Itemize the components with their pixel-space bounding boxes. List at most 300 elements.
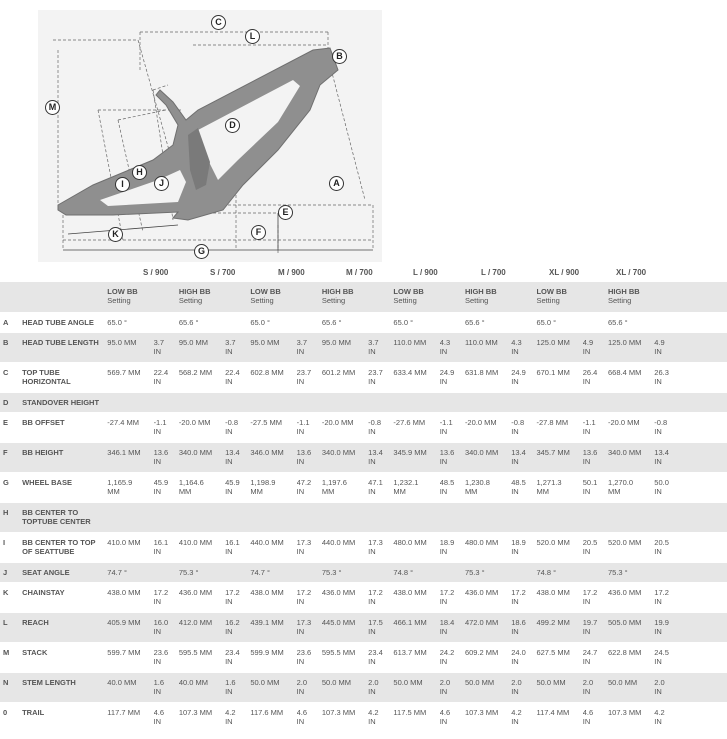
- value-mm: [250, 533, 296, 563]
- value-in: [511, 443, 536, 473]
- cell-text: 568.2 MM: [178, 368, 213, 377]
- cell-text: IN: [225, 597, 233, 606]
- value-mm: [393, 613, 439, 643]
- cell-text: 22.4: [153, 368, 169, 377]
- row-name: [22, 673, 107, 703]
- cell-text: 18.4: [439, 618, 455, 627]
- cell-text: IN: [368, 457, 376, 466]
- cell-text: 24.7: [582, 648, 598, 657]
- value-mm: [179, 443, 225, 473]
- value-mm: [250, 443, 296, 473]
- cell-text: 613.7 MM: [393, 648, 427, 657]
- cell-text: 346.1 MM: [107, 448, 141, 457]
- row-letter: C: [0, 363, 22, 393]
- cell-text: 50.0 MM: [393, 678, 423, 687]
- value-in: [225, 443, 250, 473]
- value-mm: [179, 313, 225, 333]
- spacer: [680, 363, 727, 393]
- cell-text: 95.0 MM: [107, 338, 137, 347]
- cell-text: 18.9: [511, 538, 526, 547]
- cell-text: 16.1: [225, 538, 240, 547]
- spacer: [680, 473, 727, 503]
- cell-text: 74.7 °: [107, 568, 127, 577]
- cell-text: 18.6: [511, 618, 526, 627]
- cell-text: 40.0 MM: [178, 678, 208, 687]
- size-header: S / 900: [143, 268, 169, 277]
- value-mm: [107, 443, 153, 473]
- cell-text: IN: [582, 457, 591, 466]
- size-header: M / 700: [346, 268, 373, 277]
- cell-text: IN: [511, 717, 519, 726]
- cell-text: IN: [511, 597, 519, 606]
- value-in: [583, 393, 608, 413]
- cell-text: 13.4: [511, 448, 526, 457]
- cell-text: 23.7: [296, 368, 312, 377]
- cell-text: MM: [107, 487, 120, 496]
- value-mm: [107, 703, 153, 733]
- value-mm: [322, 363, 368, 393]
- cell-text: 440.0 MM: [321, 538, 356, 547]
- cell-text: IN: [654, 597, 662, 606]
- value-mm: [250, 313, 296, 333]
- value-in: [440, 583, 465, 613]
- cell-text: IN: [511, 627, 519, 636]
- bike-geometry-diagram: [38, 10, 382, 262]
- value-mm: [608, 503, 654, 533]
- cell-text: IN: [153, 427, 162, 436]
- row-name: [22, 583, 107, 613]
- diagram-label-c: C: [211, 15, 226, 30]
- row-name: [22, 443, 107, 473]
- value-in: [654, 393, 679, 413]
- cell-text: IN: [225, 717, 233, 726]
- cell-text: 26.4: [582, 368, 598, 377]
- cell-text: 436.0 MM: [464, 588, 499, 597]
- cell-text: IN: [439, 457, 448, 466]
- table-row: [0, 363, 727, 393]
- value-mm: [179, 413, 225, 443]
- value-in: [297, 313, 322, 333]
- value-in: [368, 563, 393, 583]
- setting-label: [393, 282, 465, 313]
- cell-text: MM: [321, 487, 335, 496]
- cell-text: 439.1 MM: [250, 618, 284, 627]
- setting-bb: LOW BB: [393, 287, 424, 296]
- spacer: [680, 443, 727, 473]
- cell-text: STANDOVER HEIGHT: [22, 398, 100, 407]
- cell-text: 13.4: [225, 448, 240, 457]
- value-in: [154, 583, 179, 613]
- value-in: [368, 503, 393, 533]
- spacer: [680, 583, 727, 613]
- setting-label: [250, 282, 322, 313]
- value-in: [225, 583, 250, 613]
- cell-text: 569.7 MM: [107, 368, 141, 377]
- value-mm: [322, 443, 368, 473]
- value-mm: [536, 413, 582, 443]
- cell-text: IN: [439, 717, 448, 726]
- value-mm: [107, 643, 153, 673]
- value-mm: [250, 643, 296, 673]
- cell-text: IN: [153, 717, 162, 726]
- row-name: [22, 643, 107, 673]
- cell-text: BB HEIGHT: [22, 448, 64, 457]
- value-mm: [608, 333, 654, 363]
- value-mm: [608, 363, 654, 393]
- value-in: [440, 703, 465, 733]
- cell-text: IN: [582, 547, 591, 556]
- cell-text: 50.0 MM: [536, 678, 566, 687]
- value-mm: [536, 563, 582, 583]
- setting-word: Setting: [393, 296, 417, 305]
- cell-text: 1,198.9: [250, 478, 276, 487]
- cell-text: 65.0 °: [536, 318, 557, 327]
- value-mm: [107, 533, 153, 563]
- cell-text: IN: [511, 487, 519, 496]
- cell-text: 668.4 MM: [608, 368, 642, 377]
- value-in: [654, 563, 679, 583]
- value-in: [154, 443, 179, 473]
- cell-text: 107.3 MM: [608, 708, 642, 717]
- row-letter: M: [0, 643, 22, 673]
- row-name: [22, 613, 107, 643]
- cell-text: WHEEL BASE: [22, 478, 72, 487]
- value-mm: [107, 473, 153, 503]
- size-header: S / 700: [210, 268, 236, 277]
- value-in: [511, 413, 536, 443]
- value-mm: [536, 363, 582, 393]
- row-name: [22, 413, 107, 443]
- cell-text: IN: [582, 597, 591, 606]
- cell-text: 13.6: [439, 448, 455, 457]
- cell-text: 2.0: [582, 678, 594, 687]
- cell-text: IN: [153, 657, 162, 666]
- spacer: [680, 333, 727, 363]
- value-mm: [393, 583, 439, 613]
- setting-bb: HIGH BB: [321, 287, 354, 296]
- value-in: [225, 673, 250, 703]
- value-mm: [608, 703, 654, 733]
- spacer: [680, 282, 727, 313]
- cell-text: 631.8 MM: [464, 368, 499, 377]
- value-mm: [322, 613, 368, 643]
- value-mm: [536, 473, 582, 503]
- value-mm: [179, 393, 225, 413]
- cell-text: 17.3: [296, 538, 312, 547]
- cell-text: IN: [439, 657, 448, 666]
- setting-bb: LOW BB: [536, 287, 567, 296]
- cell-text: 2.0: [439, 678, 451, 687]
- cell-text: IN: [582, 377, 591, 386]
- cell-text: 117.6 MM: [250, 708, 284, 717]
- value-in: [511, 473, 536, 503]
- cell-text: 65.6 °: [321, 318, 342, 327]
- value-in: [154, 363, 179, 393]
- value-mm: [608, 473, 654, 503]
- cell-text: 412.0 MM: [178, 618, 213, 627]
- cell-text: 117.4 MM: [536, 708, 570, 717]
- value-in: [225, 503, 250, 533]
- value-mm: [179, 563, 225, 583]
- cell-text: IN: [654, 717, 662, 726]
- diagram-label-m: M: [45, 100, 60, 115]
- cell-text: IN: [225, 377, 233, 386]
- value-mm: [465, 503, 511, 533]
- value-in: [154, 673, 179, 703]
- value-mm: [107, 583, 153, 613]
- cell-text: IN: [153, 547, 162, 556]
- value-mm: [608, 613, 654, 643]
- value-mm: [179, 613, 225, 643]
- spacer: [680, 393, 727, 413]
- cell-text: 65.0 °: [107, 318, 127, 327]
- row-letter: G: [0, 473, 22, 503]
- cell-text: 17.2: [654, 588, 669, 597]
- cell-text: IN: [511, 427, 519, 436]
- cell-text: 17.3: [296, 618, 312, 627]
- value-mm: [322, 413, 368, 443]
- cell-text: -1.1: [296, 418, 310, 427]
- cell-text: -27.6 MM: [393, 418, 426, 427]
- cell-text: 3.7: [225, 338, 236, 347]
- cell-text: -20.0 MM: [608, 418, 640, 427]
- cell-text: 601.2 MM: [321, 368, 356, 377]
- cell-text: 17.2: [368, 588, 383, 597]
- value-in: [440, 643, 465, 673]
- cell-text: IN: [511, 347, 519, 356]
- value-in: [583, 313, 608, 333]
- spacer: [680, 563, 727, 583]
- row-letter: F: [0, 443, 22, 473]
- value-mm: [107, 313, 153, 333]
- row-letter: D: [0, 393, 22, 413]
- cell-text: 602.8 MM: [250, 368, 284, 377]
- value-mm: [536, 673, 582, 703]
- table-row: [0, 393, 727, 413]
- cell-text: 117.7 MM: [107, 708, 141, 717]
- cell-text: -27.5 MM: [250, 418, 283, 427]
- value-in: [511, 393, 536, 413]
- value-in: [225, 333, 250, 363]
- cell-text: 4.2: [225, 708, 236, 717]
- cell-text: IN: [439, 627, 448, 636]
- cell-text: 633.4 MM: [393, 368, 427, 377]
- cell-text: IN: [225, 687, 233, 696]
- cell-text: 13.6: [296, 448, 312, 457]
- cell-text: 20.5: [654, 538, 669, 547]
- cell-text: IN: [225, 487, 233, 496]
- value-in: [511, 313, 536, 333]
- cell-text: 4.3: [439, 338, 451, 347]
- cell-text: -0.8: [368, 418, 382, 427]
- cell-text: 345.7 MM: [536, 448, 570, 457]
- cell-text: IN: [225, 347, 233, 356]
- cell-text: 505.0 MM: [608, 618, 642, 627]
- cell-text: 3.7: [368, 338, 379, 347]
- diagram-label-e: E: [278, 205, 293, 220]
- cell-text: 125.0 MM: [536, 338, 570, 347]
- cell-text: IN: [654, 457, 662, 466]
- value-mm: [250, 503, 296, 533]
- value-in: [225, 643, 250, 673]
- cell-text: IN: [368, 427, 376, 436]
- cell-text: 670.1 MM: [536, 368, 570, 377]
- cell-text: -20.0 MM: [178, 418, 211, 427]
- value-mm: [608, 413, 654, 443]
- value-in: [511, 643, 536, 673]
- value-mm: [179, 643, 225, 673]
- cell-text: TRAIL: [22, 708, 45, 717]
- value-in: [297, 413, 322, 443]
- value-mm: [393, 643, 439, 673]
- cell-text: -27.8 MM: [536, 418, 569, 427]
- value-in: [511, 583, 536, 613]
- cell-text: IN: [439, 687, 448, 696]
- setting-word: Setting: [608, 296, 632, 305]
- cell-text: 24.9: [439, 368, 455, 377]
- value-mm: [465, 613, 511, 643]
- value-mm: [393, 673, 439, 703]
- cell-text: 95.0 MM: [178, 338, 208, 347]
- settings-row: [0, 282, 727, 313]
- cell-text: 340.0 MM: [464, 448, 499, 457]
- value-mm: [322, 503, 368, 533]
- value-mm: [250, 413, 296, 443]
- cell-text: 23.6: [296, 648, 312, 657]
- value-mm: [250, 673, 296, 703]
- cell-text: 107.3 MM: [321, 708, 356, 717]
- value-in: [583, 613, 608, 643]
- value-mm: [393, 363, 439, 393]
- cell-text: IN: [511, 657, 519, 666]
- cell-text: 17.2: [153, 588, 169, 597]
- cell-text: 50.0 MM: [250, 678, 280, 687]
- value-in: [583, 333, 608, 363]
- cell-text: 40.0 MM: [107, 678, 137, 687]
- cell-text: IN: [153, 347, 162, 356]
- value-mm: [179, 703, 225, 733]
- table-row: [0, 313, 727, 333]
- row-letter: H: [0, 503, 22, 533]
- value-mm: [179, 583, 225, 613]
- spacer: [680, 643, 727, 673]
- cell-text: IN: [439, 347, 448, 356]
- cell-text: 622.8 MM: [608, 648, 642, 657]
- cell-text: IN: [153, 627, 162, 636]
- value-mm: [322, 473, 368, 503]
- cell-text: IN: [368, 597, 376, 606]
- value-mm: [608, 443, 654, 473]
- cell-text: IN: [296, 627, 305, 636]
- cell-text: 22.4: [225, 368, 240, 377]
- cell-text: IN: [654, 347, 662, 356]
- cell-text: 75.3 °: [608, 568, 628, 577]
- value-mm: [393, 313, 439, 333]
- value-mm: [465, 533, 511, 563]
- row-name: [22, 333, 107, 363]
- cell-text: 47.1: [368, 478, 383, 487]
- cell-text: IN: [368, 717, 376, 726]
- cell-text: 19.7: [582, 618, 598, 627]
- cell-text: 110.0 MM: [393, 338, 427, 347]
- cell-text: IN: [296, 597, 305, 606]
- value-mm: [608, 313, 654, 333]
- value-mm: [465, 413, 511, 443]
- cell-text: IN: [654, 687, 662, 696]
- value-mm: [250, 363, 296, 393]
- cell-text: 13.4: [654, 448, 669, 457]
- cell-text: 17.2: [582, 588, 598, 597]
- cell-text: 1,270.0: [608, 478, 634, 487]
- value-mm: [107, 673, 153, 703]
- cell-text: IN: [153, 487, 162, 496]
- row-name: [22, 563, 107, 583]
- value-in: [297, 643, 322, 673]
- value-in: [654, 473, 679, 503]
- cell-text: 2.0: [654, 678, 665, 687]
- value-in: [440, 613, 465, 643]
- cell-text: 1,197.6: [321, 478, 347, 487]
- value-in: [368, 443, 393, 473]
- value-in: [225, 363, 250, 393]
- cell-text: BB OFFSET: [22, 418, 65, 427]
- value-mm: [322, 643, 368, 673]
- value-mm: [107, 613, 153, 643]
- cell-text: 340.0 MM: [321, 448, 356, 457]
- value-in: [297, 533, 322, 563]
- table-row: [0, 413, 727, 443]
- row-letter: B: [0, 333, 22, 363]
- cell-text: 4.6: [153, 708, 164, 717]
- value-in: [440, 413, 465, 443]
- value-mm: [250, 393, 296, 413]
- value-in: [297, 563, 322, 583]
- cell-text: 4.9: [582, 338, 594, 347]
- cell-text: IN: [225, 427, 233, 436]
- diagram-label-i: I: [115, 177, 130, 192]
- value-in: [368, 613, 393, 643]
- cell-text: 24.9: [511, 368, 526, 377]
- value-mm: [465, 703, 511, 733]
- value-in: [511, 563, 536, 583]
- cell-text: 438.0 MM: [250, 588, 284, 597]
- row-name: [22, 473, 107, 503]
- cell-text: IN: [368, 377, 376, 386]
- setting-label: [608, 282, 680, 313]
- cell-text: 436.0 MM: [178, 588, 213, 597]
- value-in: [225, 313, 250, 333]
- value-in: [654, 583, 679, 613]
- cell-text: 17.2: [225, 588, 240, 597]
- row-letter: N: [0, 673, 22, 703]
- value-mm: [465, 643, 511, 673]
- value-in: [154, 533, 179, 563]
- cell-text: 480.0 MM: [393, 538, 427, 547]
- size-header: M / 900: [278, 268, 305, 277]
- value-in: [368, 413, 393, 443]
- cell-text: 16.2: [225, 618, 240, 627]
- cell-text: 107.3 MM: [178, 708, 213, 717]
- cell-text: 17.2: [439, 588, 455, 597]
- diagram-label-d: D: [225, 118, 240, 133]
- cell-text: IN: [153, 457, 162, 466]
- setting-label: [536, 282, 608, 313]
- cell-text: IN: [225, 457, 233, 466]
- value-in: [440, 443, 465, 473]
- value-mm: [465, 313, 511, 333]
- value-in: [368, 333, 393, 363]
- geometry-table: [0, 281, 727, 733]
